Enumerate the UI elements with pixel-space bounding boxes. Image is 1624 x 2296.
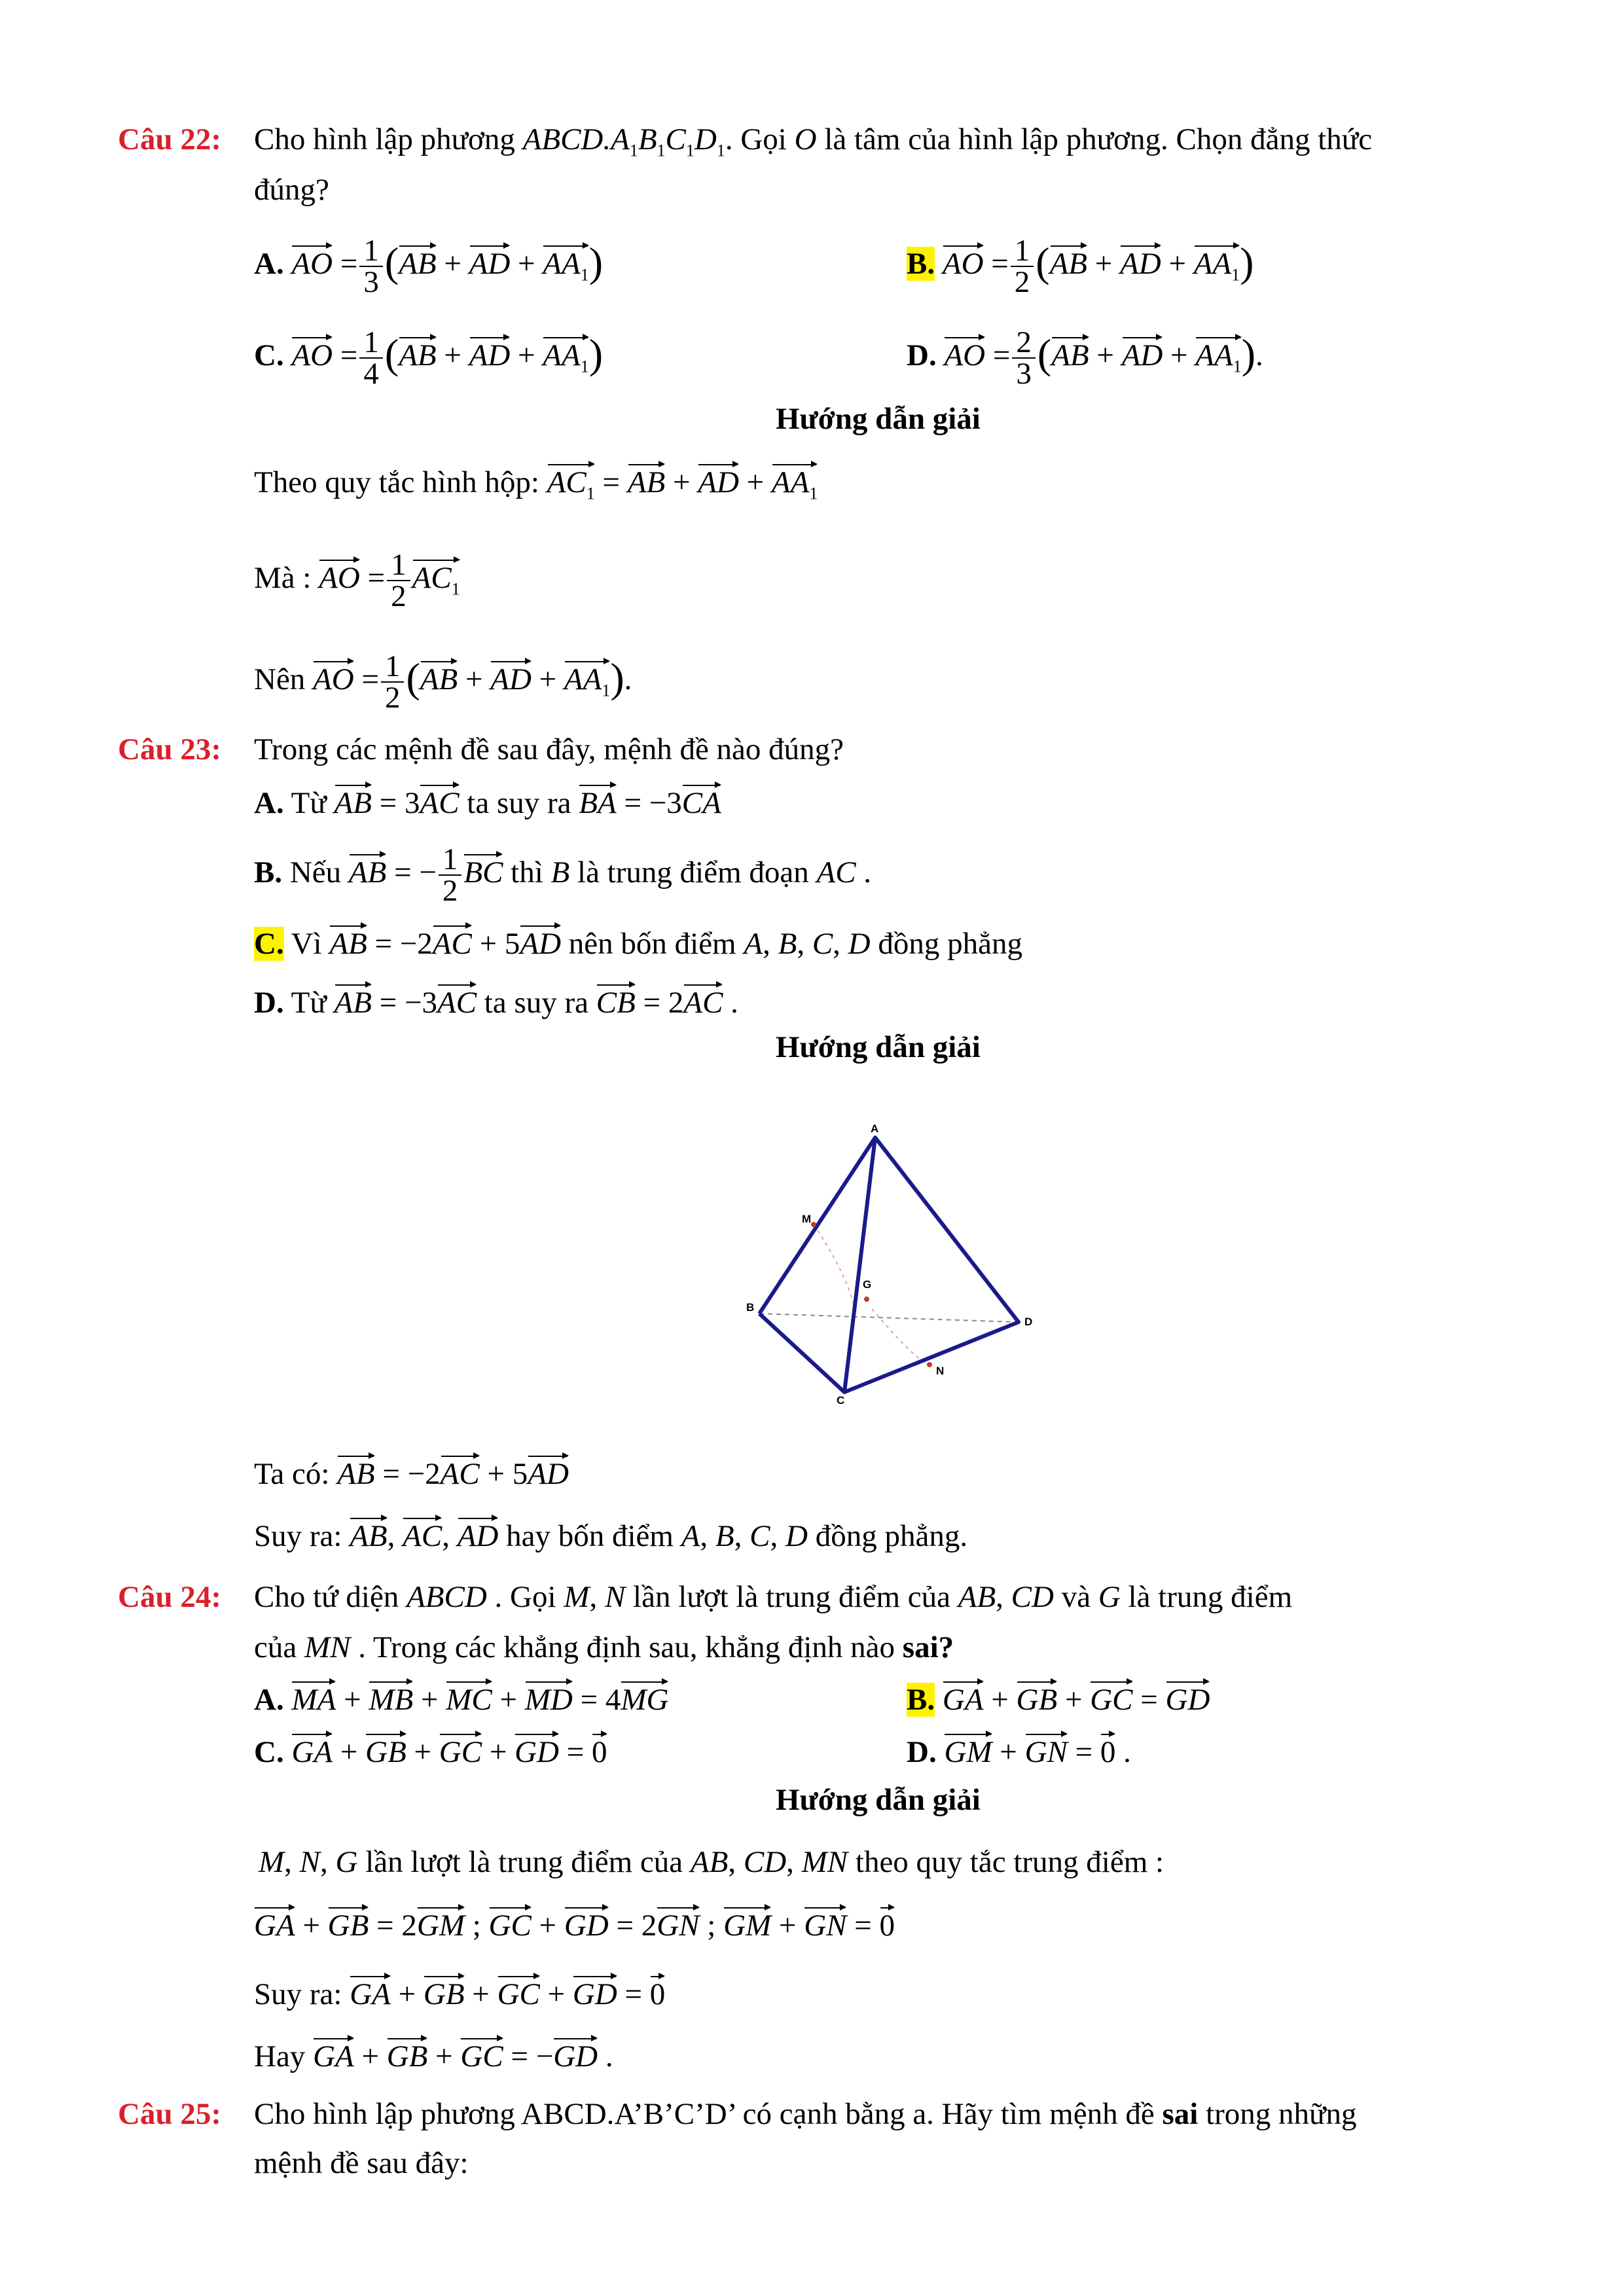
question-22-option-d[interactable]: D. AO = $\frac{2}{3}$ (AB + AD + $AA_1$). <box>907 325 1263 391</box>
point-n <box>927 1362 932 1367</box>
question-23-solution-line-2: Suy ra: AB, AC, AD hay bốn điểm A, B, C, D đồng phẳng. <box>254 1515 967 1556</box>
question-24-option-a[interactable]: A. MA + MB + MC + MD = 4MG <box>254 1679 668 1719</box>
question-24-solution-line-1: M, N, G lần lượt là trung điểm của AB, CD, MN theo quy tắc trung điểm : <box>259 1845 1164 1879</box>
label-d: D <box>1024 1316 1033 1328</box>
question-25-label: Câu 25: <box>118 2097 221 2131</box>
question-22-solution-heading: Hướng dẫn giải <box>776 402 981 436</box>
question-24-option-d[interactable]: D. GM + GN = 0 . <box>907 1731 1131 1772</box>
question-23-text: Trong các mệnh đề sau đây, mệnh đề nào đúng? <box>254 732 844 766</box>
label-g: G <box>863 1278 872 1291</box>
question-24-option-c[interactable]: C. GA + GB + GC + GD = 0 <box>254 1731 607 1772</box>
question-25-text-cont: mệnh đề sau đây: <box>254 2146 469 2180</box>
question-24-solution-line-4: Hay GA + GB + GC = −GD . <box>254 2036 613 2076</box>
question-24-text-cont: của MN . Trong các khẳng định sau, khẳng định nào sai? <box>254 1630 954 1664</box>
point-m <box>811 1222 816 1227</box>
question-24-solution-line-2: GA + GB = 2GM ; GC + GD = 2GN ; GM + GN = 0 <box>254 1905 895 1945</box>
segment-mg-dashed <box>814 1225 854 1306</box>
label-c: C <box>837 1394 845 1407</box>
question-23-option-a[interactable]: A. Từ AB = 3AC ta suy ra BA = −3CA <box>254 782 721 823</box>
label-n: N <box>936 1365 945 1377</box>
question-23-solution-heading: Hướng dẫn giải <box>776 1030 981 1064</box>
question-24-label: Câu 24: <box>118 1580 221 1614</box>
tetrahedron-figure <box>740 1113 1041 1414</box>
label-b: B <box>746 1301 755 1314</box>
label-m: M <box>802 1213 812 1225</box>
question-22-option-a[interactable]: A. AO = $\frac{1}{3}$ (AB + AD + $AA_1$) <box>254 234 604 299</box>
question-22-text: Cho hình lập phương $ABCD.A_1B_1C_1D_1$. Gọi O là tâm của hình lập phương. Chọn đẳng thức <box>254 122 1373 160</box>
question-23-label: Câu 23: <box>118 732 221 766</box>
question-22-solution-line-2: Mà : AO = $\frac{1}{2}$ $AC_1$ <box>254 548 460 613</box>
question-23-option-b[interactable]: B. Nếu AB = − $\frac{1}{2}$ BC thì B là trung điểm đoạn AC . <box>254 842 872 908</box>
point-g <box>864 1297 869 1302</box>
tetrahedron-outline <box>759 1138 1019 1392</box>
edge-bd-dashed <box>759 1314 1019 1322</box>
question-22-solution-line-1: Theo quy tắc hình hộp: $AC_1$ = AB + AD + $AA_1$ <box>254 461 818 508</box>
question-24-text: Cho tứ diện ABCD . Gọi M, N lần lượt là trung điểm của AB, CD và G là trung điểm <box>254 1580 1293 1614</box>
question-22-label: Câu 22: <box>118 122 221 156</box>
question-23-option-d[interactable]: D. Từ AB = −3AC ta suy ra CB = 2AC . <box>254 982 738 1022</box>
question-24-option-b[interactable]: B. GA + GB + GC = GD <box>907 1679 1210 1719</box>
question-22-option-b[interactable]: B. AO = $\frac{1}{2}$ (AB + AD + $AA_1$) <box>907 234 1254 299</box>
question-23-option-c[interactable]: C. Vì AB = −2AC + 5AD nên bốn điểm A, B, C, D đồng phẳng <box>254 923 1022 963</box>
label-a: A <box>871 1122 879 1135</box>
question-24-solution-heading: Hướng dẫn giải <box>776 1783 981 1817</box>
question-25-text: Cho hình lập phương ABCD.A’B’C’D’ có cạnh bằng a. Hãy tìm mệnh đề sai trong những <box>254 2097 1357 2131</box>
question-23-solution-line-1: Ta có: AB = −2AC + 5AD <box>254 1453 569 1494</box>
question-22-option-c[interactable]: C. AO = $\frac{1}{4}$ (AB + AD + $AA_1$) <box>254 325 604 391</box>
question-24-solution-line-3: Suy ra: GA + GB + GC + GD = 0 <box>254 1973 665 2014</box>
question-22-text-cont: đúng? <box>254 173 329 207</box>
question-22-solution-line-3: Nên AO = $\frac{1}{2}$ (AB + AD + $AA_1$). <box>254 649 632 715</box>
